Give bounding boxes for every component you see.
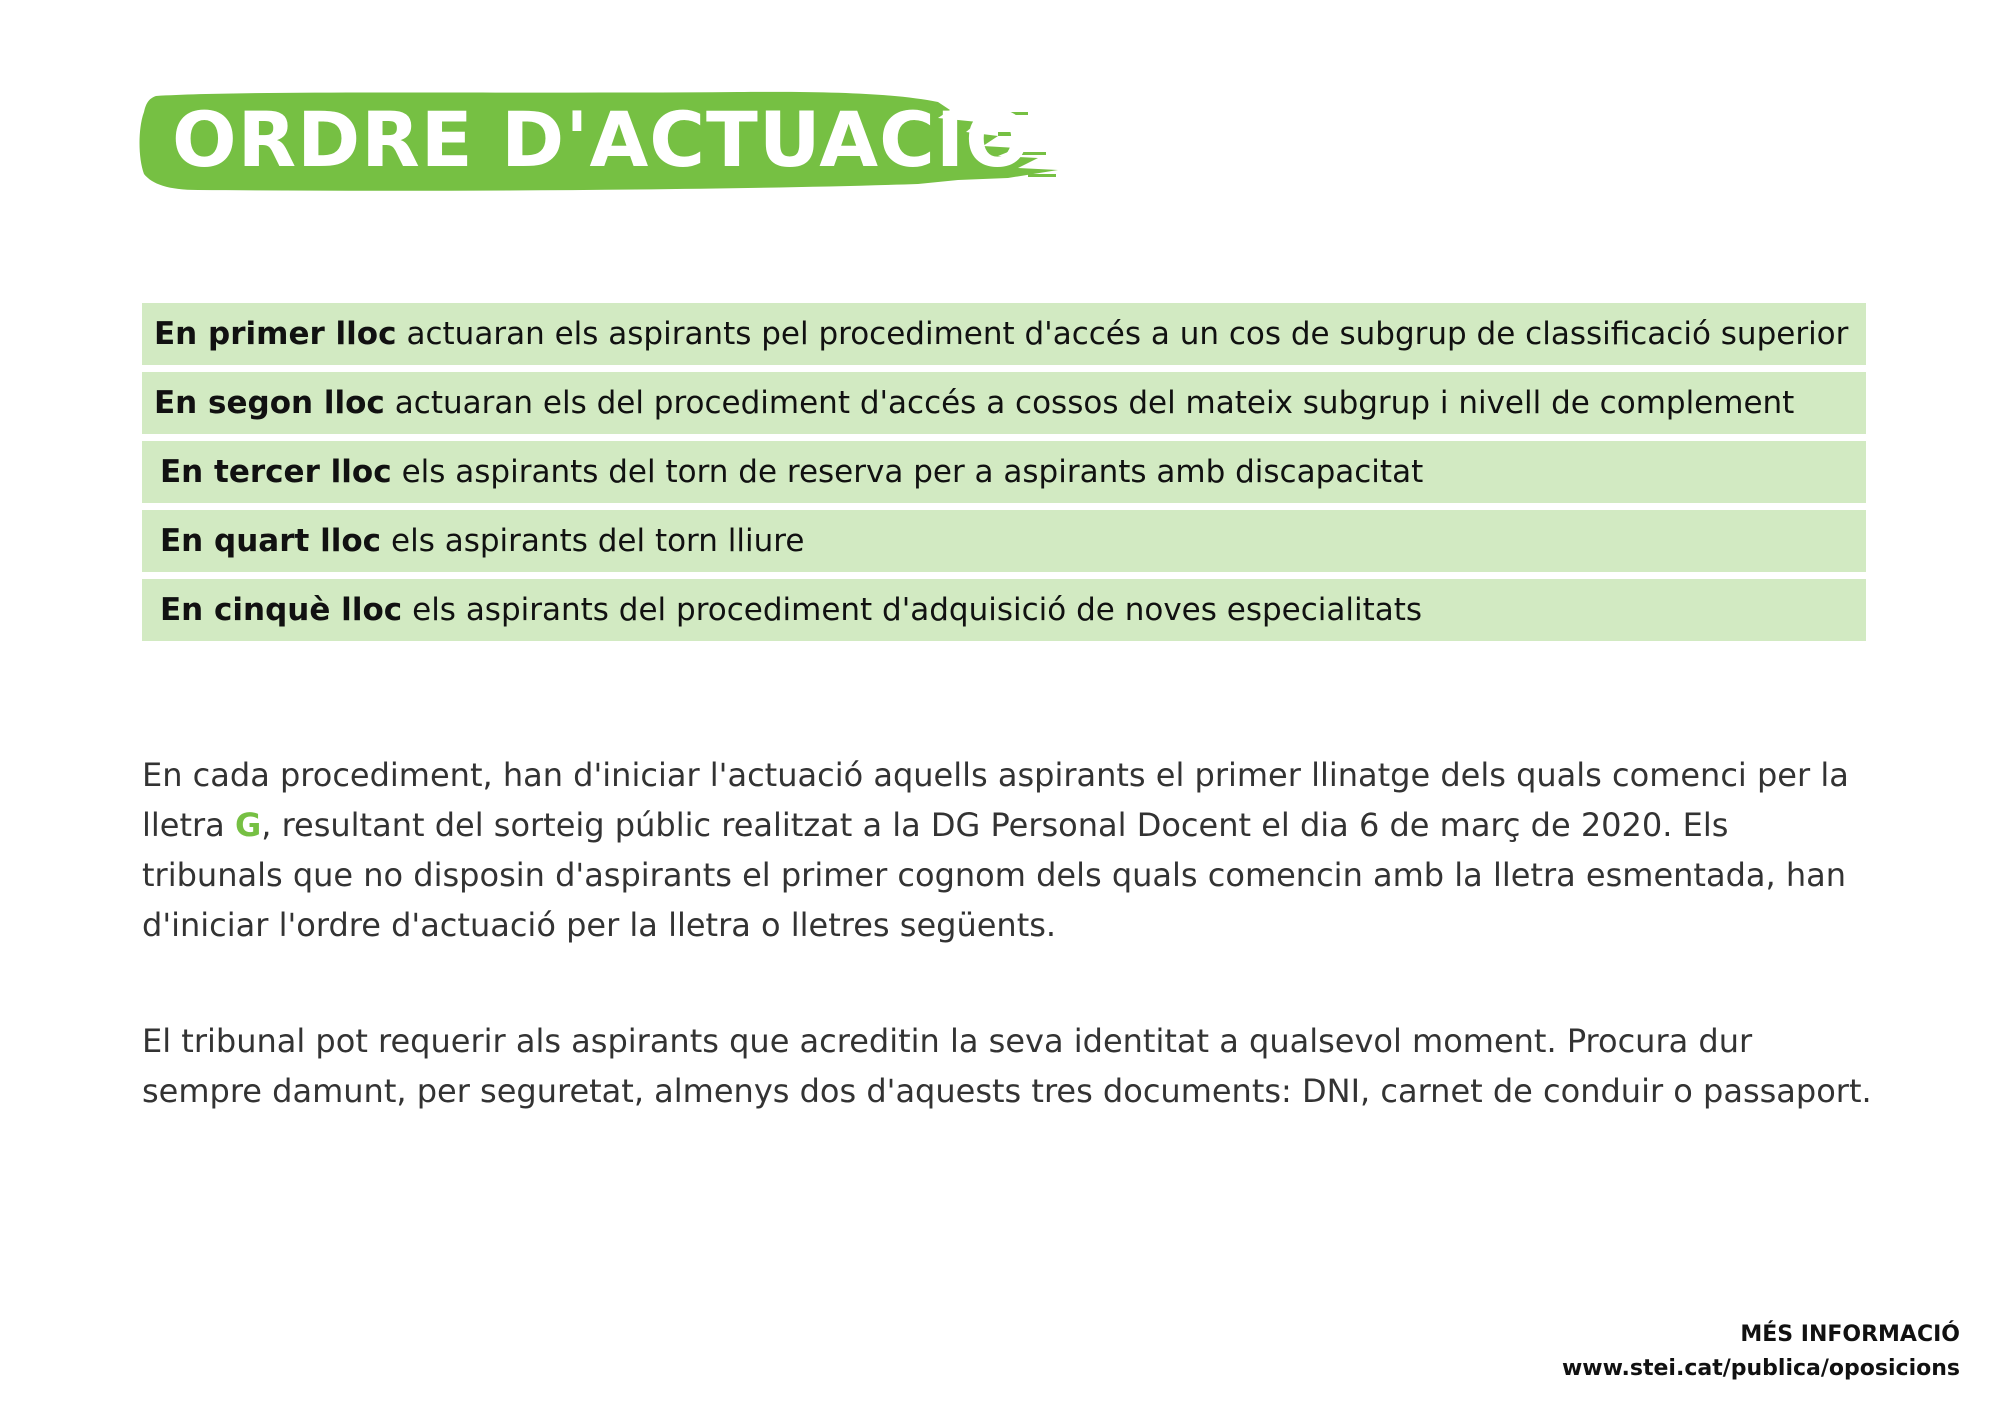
order-item-text: actuaran els del procediment d'accés a cossos del mateix subgrup i nivell de complement <box>394 385 1795 421</box>
order-item-4 <box>142 510 1866 572</box>
identity-paragraph: El tribunal pot requerir als aspirants que acreditin la seva identitat a qualsevol moment. Procura dur sempre damunt, per seguretat, almenys dos d'aquests tres documents: DNI, carnet de conduir o passaport. <box>142 1022 1872 1110</box>
order-list <box>142 303 1866 648</box>
order-item-lead: En segon lloc <box>154 385 385 421</box>
order-item-2 <box>142 372 1866 434</box>
order-item-lead: En primer lloc <box>154 316 397 352</box>
order-item-text: els aspirants del torn de reserva per a aspirants amb discapacitat <box>401 454 1424 490</box>
page-title: ORDRE D'ACTUACIÓ <box>172 95 1031 184</box>
order-item-text: els aspirants del procediment d'adquisició de noves especialitats <box>412 592 1423 628</box>
procedure-paragraph <box>142 750 1872 950</box>
order-item-lead: En quart lloc <box>160 523 382 559</box>
footer-label: MÉS INFORMACIÓ <box>1740 1322 1960 1347</box>
order-item-3 <box>142 441 1866 503</box>
paragraph-text-after: , resultant del sorteig públic realitzat a la DG Personal Docent el dia 6 de març de 2020. Els tribunals que no disposin d'aspirants el primer cognom dels quals comencin amb la lletra esmentada, han d'iniciar l'ordre d'actuació per la lletra o lletres següents. <box>142 806 1846 944</box>
order-item-1 <box>142 303 1866 365</box>
order-item-lead: En tercer lloc <box>160 454 392 490</box>
footer-info <box>1562 1318 1960 1386</box>
order-item-text: actuaran els aspirants pel procediment d'accés a un cos de subgrup de classificació superior <box>406 316 1849 352</box>
paragraph-text-before: En cada procediment, han d'iniciar l'actuació aquells aspirants el primer llinatge dels quals comenci per la lletra <box>142 756 1849 844</box>
page-title-banner <box>138 88 1068 198</box>
order-item-lead: En cinquè lloc <box>160 592 403 628</box>
order-item-text: els aspirants del torn lliure <box>391 523 805 559</box>
footer-link[interactable]: www.stei.cat/publica/oposicions <box>1561 1356 1960 1381</box>
highlighted-letter: G <box>234 806 262 844</box>
order-item-5 <box>142 579 1866 641</box>
